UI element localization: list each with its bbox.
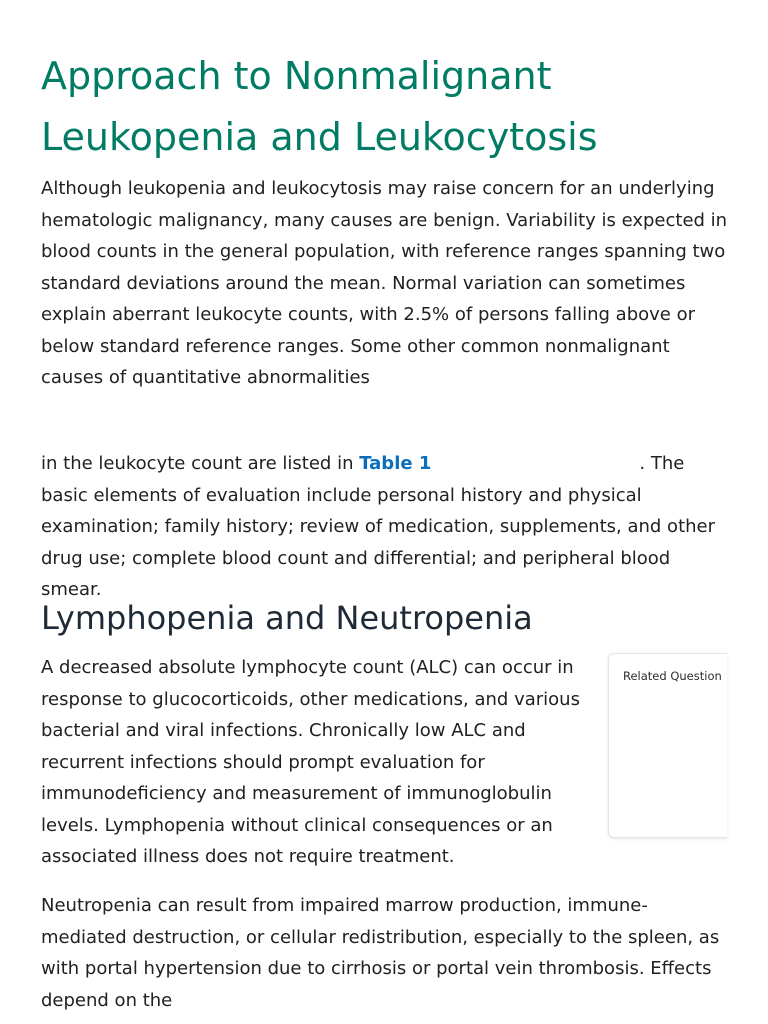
article-title: Approach to Nonmalignant Leukopenia and Leukocytosis [41, 54, 598, 159]
section-heading: Lymphopenia and Neutropenia [41, 599, 533, 637]
intro-text-before-link: in the leukocyte count are listed in [41, 453, 360, 474]
lymphopenia-paragraph: A decreased absolute lymphocyte count (ALC) can occur in response to glucocorticoids, other medications, and various bacterial and viral infections. Chronically low ALC and recurrent infections should prompt evaluation for immunodeficiency and measurement of immunoglobulin levels. Lymphopenia without clinical consequences or an associated illness does not require treatment. [41, 657, 580, 867]
neutropenia-paragraph: Neutropenia can result from impaired marrow production, immune-mediated destruction, or cellular redistribution, especially to the spleen, as with portal hypertension due to cirrhosis or portal vein thrombosis. Effects depend on the [41, 895, 720, 1011]
intro-text-after-link: . The basic elements of evaluation include personal history and physical examination; family history; review of medication, supplements, and other drug use; complete blood count and differential; and peripheral blood smear. [41, 453, 716, 600]
table-1-link[interactable]: Table 1 [359, 453, 432, 474]
intro-paragraph: Although leukopenia and leukocytosis may raise concern for an underlying hematologic malignancy, many causes are benign. Variability is expected in blood counts in the general population, with reference ranges spanning two standard deviations around the mean. Normal variation can sometimes explain aberrant leukocyte counts, with 2.5% of persons falling above or below standard reference ranges. Some other common nonmalignant causes of quantitative abnormalities [41, 178, 728, 388]
related-question-label: Related Question [623, 669, 722, 683]
related-question-card[interactable] [608, 653, 727, 838]
intro-paragraph-continued [41, 448, 731, 606]
